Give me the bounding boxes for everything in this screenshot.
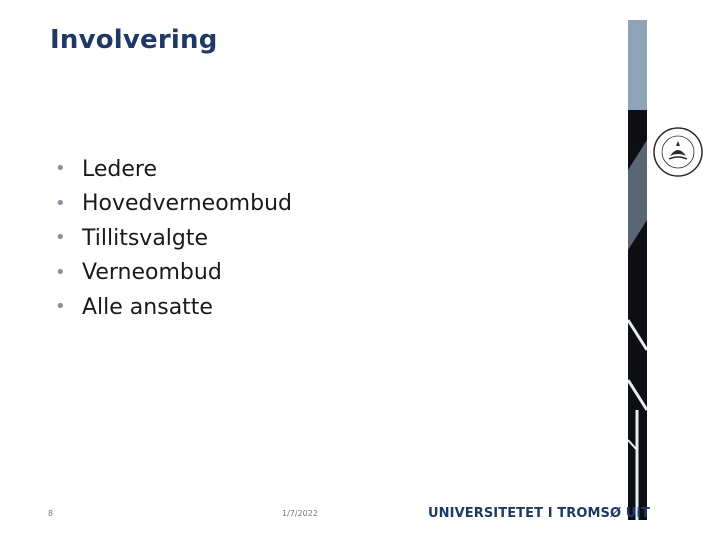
university-seal-icon — [652, 126, 704, 178]
bullet-dot-icon: • — [55, 192, 66, 214]
bullet-item — [55, 152, 292, 187]
bullet-text: Hovedverneombud — [82, 191, 292, 217]
bullet-dot-icon: • — [55, 158, 66, 180]
bullet-dot-icon: • — [55, 261, 66, 283]
bullet-text: Alle ansatte — [82, 294, 213, 320]
bullet-item — [55, 290, 292, 325]
slide-title: Involvering — [50, 25, 218, 55]
bullet-list — [55, 152, 292, 325]
bullet-text: Tillitsvalgte — [82, 225, 209, 251]
footer-date: 1/7/2022 — [282, 509, 318, 518]
circuit-graphic-icon — [628, 20, 647, 520]
bullet-item — [55, 187, 292, 222]
bullet-text: Ledere — [82, 156, 158, 182]
bullet-text: Verneombud — [82, 260, 222, 286]
page-number: 8 — [48, 509, 54, 518]
bullet-dot-icon: • — [55, 296, 66, 318]
decorative-side-panel — [628, 20, 647, 520]
bullet-dot-icon: • — [55, 227, 66, 249]
bullet-item — [55, 221, 292, 256]
bullet-item — [55, 256, 292, 291]
university-logo: UNIVERSITETET I TROMSØ UiT — [428, 506, 650, 521]
